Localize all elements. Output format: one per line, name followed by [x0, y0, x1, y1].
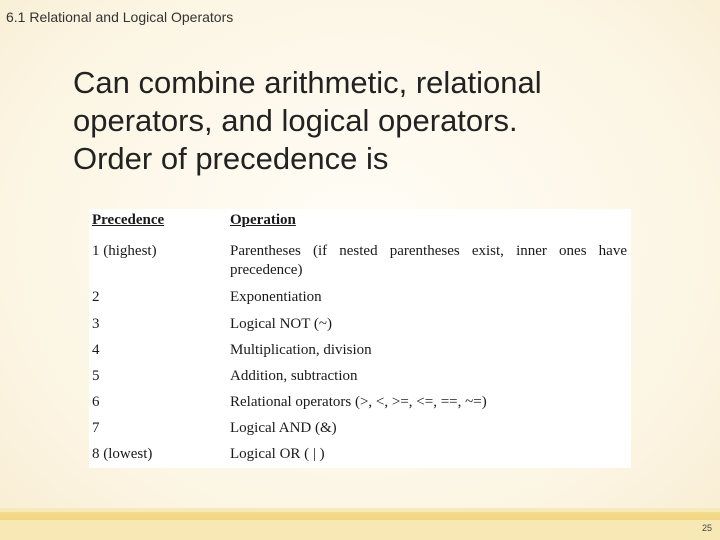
slide-body-text [73, 64, 673, 178]
operation-cell: Logical NOT (~) [230, 316, 332, 332]
precedence-cell: 6 [92, 394, 100, 410]
precedence-cell: 3 [92, 316, 100, 332]
footer-band [0, 508, 720, 540]
precedence-table [89, 209, 631, 468]
precedence-cell: 5 [92, 368, 100, 384]
operation-cell: Parentheses (if nested parentheses exist, inner ones have precedence) [230, 243, 627, 278]
operation-cell: Logical OR ( | ) [230, 446, 325, 462]
body-line: operators, and logical operators. [73, 103, 518, 138]
footer-band-inner [0, 520, 720, 540]
operation-cell: Relational operators (>, <, >=, <=, ==, ~=) [230, 394, 487, 410]
page-number: 25 [701, 523, 712, 533]
column-header-operation: Operation [230, 212, 296, 228]
precedence-cell: 7 [92, 420, 100, 436]
body-line: Order of precedence is [73, 141, 389, 176]
operation-cell: Exponentiation [230, 289, 322, 305]
precedence-cell: 2 [92, 289, 100, 305]
operation-cell: Logical AND (&) [230, 420, 337, 436]
precedence-cell: 8 (lowest) [92, 446, 153, 462]
precedence-cell: 1 (highest) [92, 243, 157, 259]
body-line: Can combine arithmetic, relational [73, 65, 542, 100]
precedence-cell: 4 [92, 342, 100, 358]
operation-cell: Addition, subtraction [230, 368, 358, 384]
operation-cell: Multiplication, division [230, 342, 372, 358]
column-header-precedence: Precedence [92, 212, 165, 228]
slide-section-title: 6.1 Relational and Logical Operators [6, 9, 234, 25]
